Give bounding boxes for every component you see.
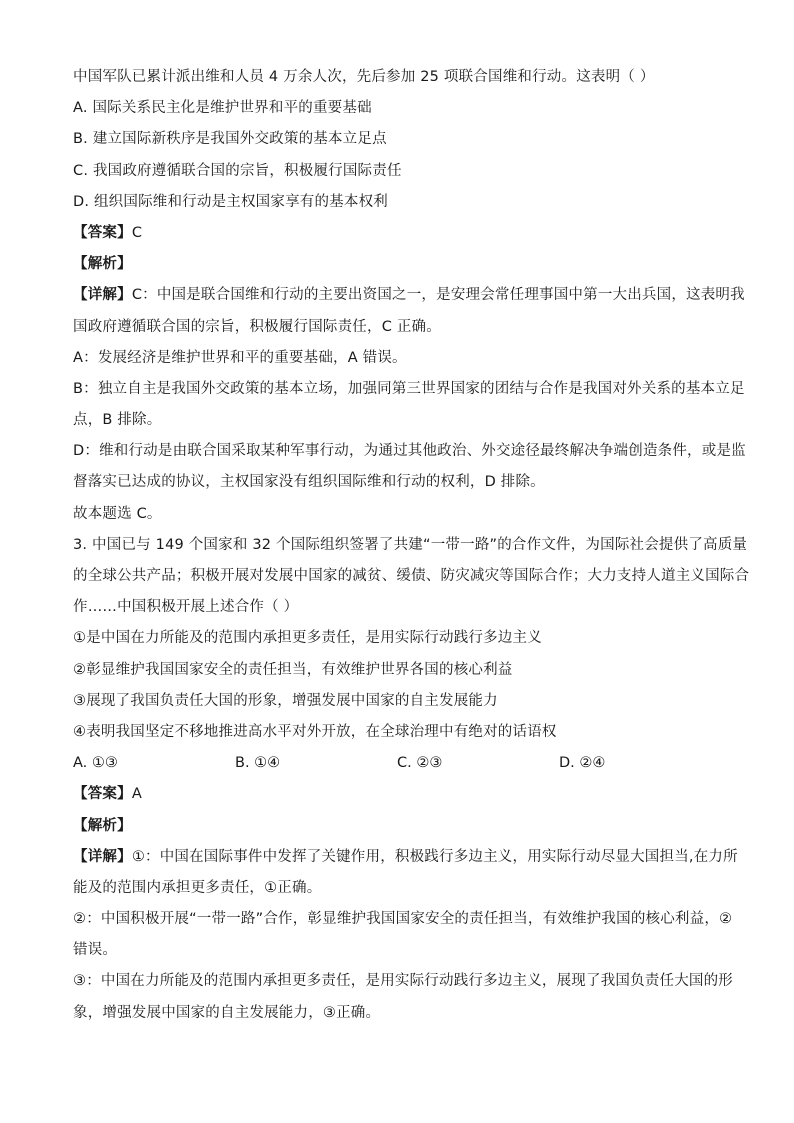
q2-option-a: A. 国际关系民主化是维护世界和平的重要基础 — [73, 100, 372, 117]
q3-choice-c: C. ②③ — [397, 755, 443, 772]
answer-tag: 【答案】 — [73, 786, 132, 803]
q3-detail-line — [73, 842, 738, 873]
q3-statement-2: ②彰显维护我国国家安全的责任担当，有效维护世界各国的核心利益 — [73, 661, 513, 678]
analysis-tag: 【解析】 — [73, 256, 132, 273]
document-page — [73, 62, 750, 1029]
q2-stem: 中国军队已累计派出维和人员 4 万余人次，先后参加 25 项联合国维和行动。这表明（ ） — [73, 69, 655, 85]
q3-choice-d: D. ②④ — [559, 755, 606, 772]
analysis-tag: 【解析】 — [73, 817, 132, 834]
q2-detail-line: 故本题选 C。 — [73, 505, 162, 522]
q2-detail-line: D：维和行动是由联合国采取某种军事行动，为通过其他政治、外交途径最终解决争端创造条件，或是监 — [73, 443, 746, 460]
q2-detail-line: B：独立自主是我国外交政策的基本立场，加强同第三世界国家的团结与合作是我国对外关系的基本立足 — [73, 380, 745, 397]
q3-answer — [73, 779, 723, 810]
q3-detail-line: 能及的范围内承担更多责任，①正确。 — [73, 879, 322, 896]
answer-tag: 【答案】 — [73, 224, 132, 241]
q2-detail-line: 督落实已达成的协议，主权国家没有组织国际维和行动的权利，D 排除。 — [73, 474, 545, 491]
detail-tag: 【详解】 — [73, 287, 132, 304]
q3-choices — [73, 748, 723, 779]
q3-stem-line: 3. 中国已与 149 个国家和 32 个国际组织签署了共建“一带一路”的合作文件，为国际社会提供了高质量 — [73, 536, 748, 553]
q2-answer — [73, 218, 723, 249]
q3-detail-line: 象，增强发展中国家的自主发展能力，③正确。 — [73, 1004, 381, 1021]
q3-statement-1: ①是中国在力所能及的范围内承担更多责任，是用实际行动践行多边主义 — [73, 630, 542, 647]
q3-stem-line: 作……中国积极开展上述合作（ ） — [73, 599, 299, 616]
detail-text: C：中国是联合国维和行动的主要出资国之一，是安理会常任理事国中第一大出兵国，这表明我 — [131, 287, 745, 304]
q2-detail-line — [73, 280, 745, 311]
q3-detail-line: ②：中国积极开展“一带一路”合作，彰显维护我国国家安全的责任担当，有效维护我国的核心利益，② — [73, 911, 733, 928]
q2-detail-line: A：发展经济是维护世界和平的重要基础，A 错误。 — [73, 349, 407, 366]
answer-value: C — [131, 224, 143, 241]
q2-option-c: C. 我国政府遵循联合国的宗旨，积极履行国际责任 — [73, 162, 402, 179]
q3-choice-b: B. ①④ — [235, 755, 281, 772]
q3-stem-line: 的全球公共产品；积极开展对发展中国家的减贫、缓债、防灾减灾等国际合作；大力支持人道主义国际合 — [73, 568, 750, 584]
q3-detail-line: ③：中国在力所能及的范围内承担更多责任，是用实际行动践行多边主义，展现了我国负责任大国的形 — [73, 973, 733, 990]
q3-statement-4: ④表明我国坚定不移地推进高水平对外开放，在全球治理中有绝对的话语权 — [73, 723, 557, 740]
q3-statement-3: ③展现了我国负责任大国的形象，增强发展中国家的自主发展能力 — [73, 692, 498, 709]
q2-detail-line: 国政府遵循联合国的宗旨，积极履行国际责任，C 正确。 — [73, 318, 441, 335]
q2-option-d: D. 组织国际维和行动是主权国家享有的基本权利 — [73, 193, 388, 210]
detail-tag: 【详解】 — [73, 848, 132, 865]
q3-choice-a: A. ①③ — [73, 755, 118, 772]
q2-detail-line: 点，B 排除。 — [73, 412, 162, 429]
q3-detail-line: 错误。 — [73, 942, 118, 959]
q2-analysis — [73, 249, 723, 280]
detail-text: ①：中国在国际事件中发挥了关键作用，积极践行多边主义，用实际行动尽显大国担当,在力所 — [131, 848, 738, 865]
q2-option-b: B. 建立国际新秩序是我国外交政策的基本立足点 — [73, 131, 387, 148]
answer-value: A — [131, 786, 142, 803]
q3-analysis — [73, 811, 723, 842]
